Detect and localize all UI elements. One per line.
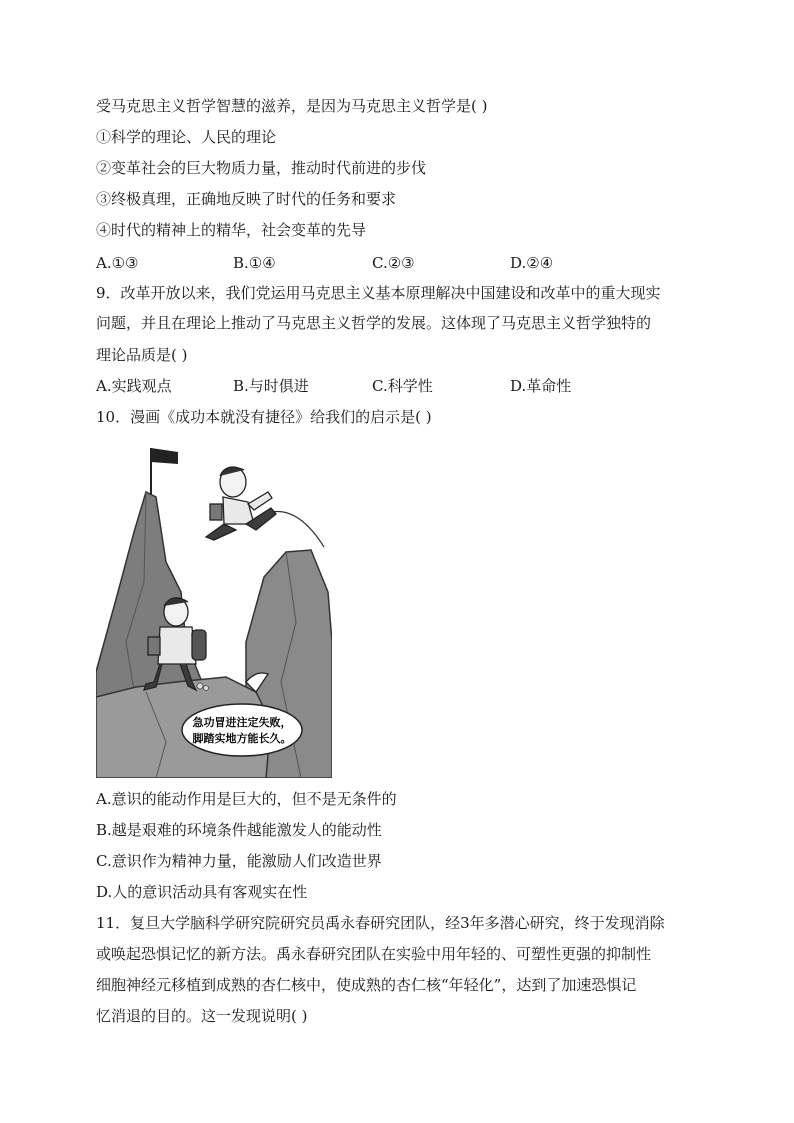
q8-option-b: B.①④: [233, 254, 276, 272]
q11-line-4: 忆消退的目的。这一发现说明( ): [96, 1007, 308, 1025]
bubble-line-2: 脚踏实地方能长久。: [192, 732, 292, 745]
q8-option-c: C.②③: [372, 254, 415, 272]
q11-line-1: 11．复旦大学脑科学研究院研究员禹永春研究团队，经3年多潜心研究，终于发现消除: [96, 914, 665, 932]
q8-option-a: A.①③: [96, 254, 139, 272]
q8-statement-1: ①科学的理论、人民的理论: [96, 128, 277, 146]
q8-option-d: D.②④: [510, 254, 554, 272]
q10-option-d: D.人的意识活动具有客观实在性: [96, 883, 308, 901]
q10-stem: 10．漫画《成功本就没有捷径》给我们的启示是( ): [96, 408, 432, 426]
q10-option-c: C.意识作为精神力量，能激励人们改造世界: [96, 852, 382, 870]
q11-line-3: 细胞神经元移植到成熟的杏仁核中，使成熟的杏仁核“年轻化”，达到了加速恐惧记: [96, 976, 637, 994]
q11-line-2: 或唤起恐惧记忆的新方法。禹永春研究团队在实验中用年轻的、可塑性更强的抑制性: [96, 945, 652, 963]
cartoon-illustration: [96, 442, 332, 778]
q8-statement-2: ②变革社会的巨大物质力量，推动时代前进的步伐: [96, 159, 427, 177]
q9-line-2: 问题，并且在理论上推动了马克思主义哲学的发展。这体现了马克思主义哲学独特的: [96, 314, 652, 332]
q9-line-1: 9．改革开放以来，我们党运用马克思主义基本原理解决中国建设和改革中的重大现实: [96, 284, 661, 302]
q9-option-c: C.科学性: [372, 377, 433, 395]
q8-statement-4: ④时代的精神上的精华，社会变革的先导: [96, 221, 367, 239]
q9-option-b: B.与时俱进: [233, 377, 309, 395]
q10-option-b: B.越是艰难的环境条件越能激发人的能动性: [96, 821, 382, 839]
q9-option-a: A.实践观点: [96, 377, 172, 395]
q9-option-d: D.革命性: [510, 377, 572, 395]
bubble-line-1: 急功冒进注定失败，: [192, 716, 292, 729]
q10-option-a: A.意识的能动作用是巨大的，但不是无条件的: [96, 790, 397, 808]
q8-stem: 受马克思主义哲学智慧的滋养，是因为马克思主义哲学是( ): [96, 97, 488, 115]
q8-statement-3: ③终极真理，正确地反映了时代的任务和要求: [96, 190, 397, 208]
q9-line-3: 理论品质是( ): [96, 346, 188, 364]
